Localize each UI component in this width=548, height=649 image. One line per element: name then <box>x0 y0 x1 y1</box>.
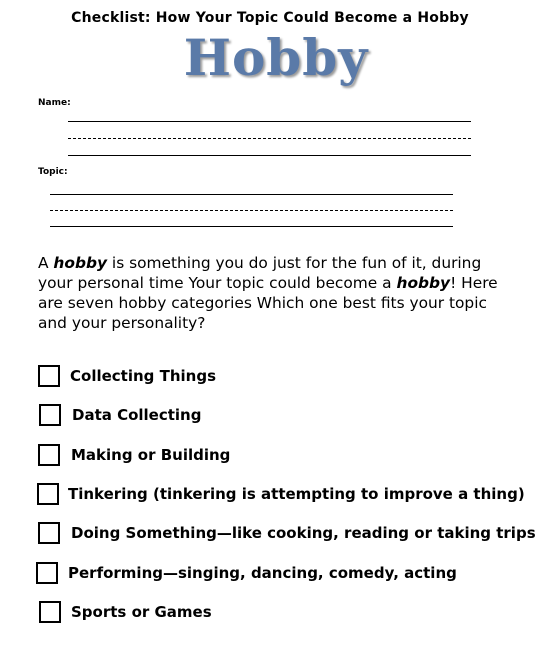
checkbox[interactable] <box>38 522 60 544</box>
checklist-item-making-or-building[interactable] <box>38 444 230 466</box>
intro-hobby-emphasis-1: hobby <box>53 254 108 272</box>
name-line-1[interactable] <box>68 121 471 122</box>
topic-line-1[interactable] <box>50 194 453 195</box>
checklist-item-tinkering[interactable] <box>37 483 525 505</box>
checklist-title: Checklist: How Your Topic Could Become a Hobby <box>71 10 469 26</box>
checklist-item-label: Sports or Games <box>71 603 212 621</box>
topic-line-2[interactable] <box>50 210 453 211</box>
topic-label: Topic: <box>38 167 68 177</box>
checklist-item-performing[interactable] <box>36 562 457 584</box>
checklist-item-collecting-things[interactable] <box>38 365 216 387</box>
name-line-2[interactable] <box>68 138 471 139</box>
intro-text-3: ! Here are seven hobby categories Which one best fits your topic and your personality? <box>38 274 498 332</box>
checkbox[interactable] <box>36 562 58 584</box>
checkbox[interactable] <box>39 404 61 426</box>
checklist-item-doing-something[interactable] <box>38 522 536 544</box>
checklist-item-label: Making or Building <box>71 446 231 464</box>
checklist-item-data-collecting[interactable] <box>39 404 201 426</box>
topic-line-3[interactable] <box>50 226 453 227</box>
intro-paragraph <box>38 253 508 333</box>
checklist-item-label: Tinkering (tinkering is attempting to improve a thing) <box>68 485 525 503</box>
checklist-item-label: Doing Something—like cooking, reading or taking trips <box>71 524 536 542</box>
checkbox[interactable] <box>39 601 61 623</box>
checklist-item-sports-or-games[interactable] <box>39 601 212 623</box>
checkbox[interactable] <box>37 483 59 505</box>
checklist-item-label: Performing—singing, dancing, comedy, acting <box>68 564 457 582</box>
checklist-item-label: Collecting Things <box>70 367 217 385</box>
name-label: Name: <box>38 98 71 108</box>
intro-hobby-emphasis-2: hobby <box>396 274 451 292</box>
checkbox[interactable] <box>38 365 60 387</box>
name-line-3[interactable] <box>68 155 471 156</box>
checklist-item-label: Data Collecting <box>72 406 202 424</box>
intro-text-2: is something you do just for the fun of it, during your personal time Your topic could become a <box>38 254 482 292</box>
checkbox[interactable] <box>38 444 60 466</box>
hobby-title: Hobby <box>183 28 369 87</box>
intro-text-1: A <box>38 254 54 272</box>
